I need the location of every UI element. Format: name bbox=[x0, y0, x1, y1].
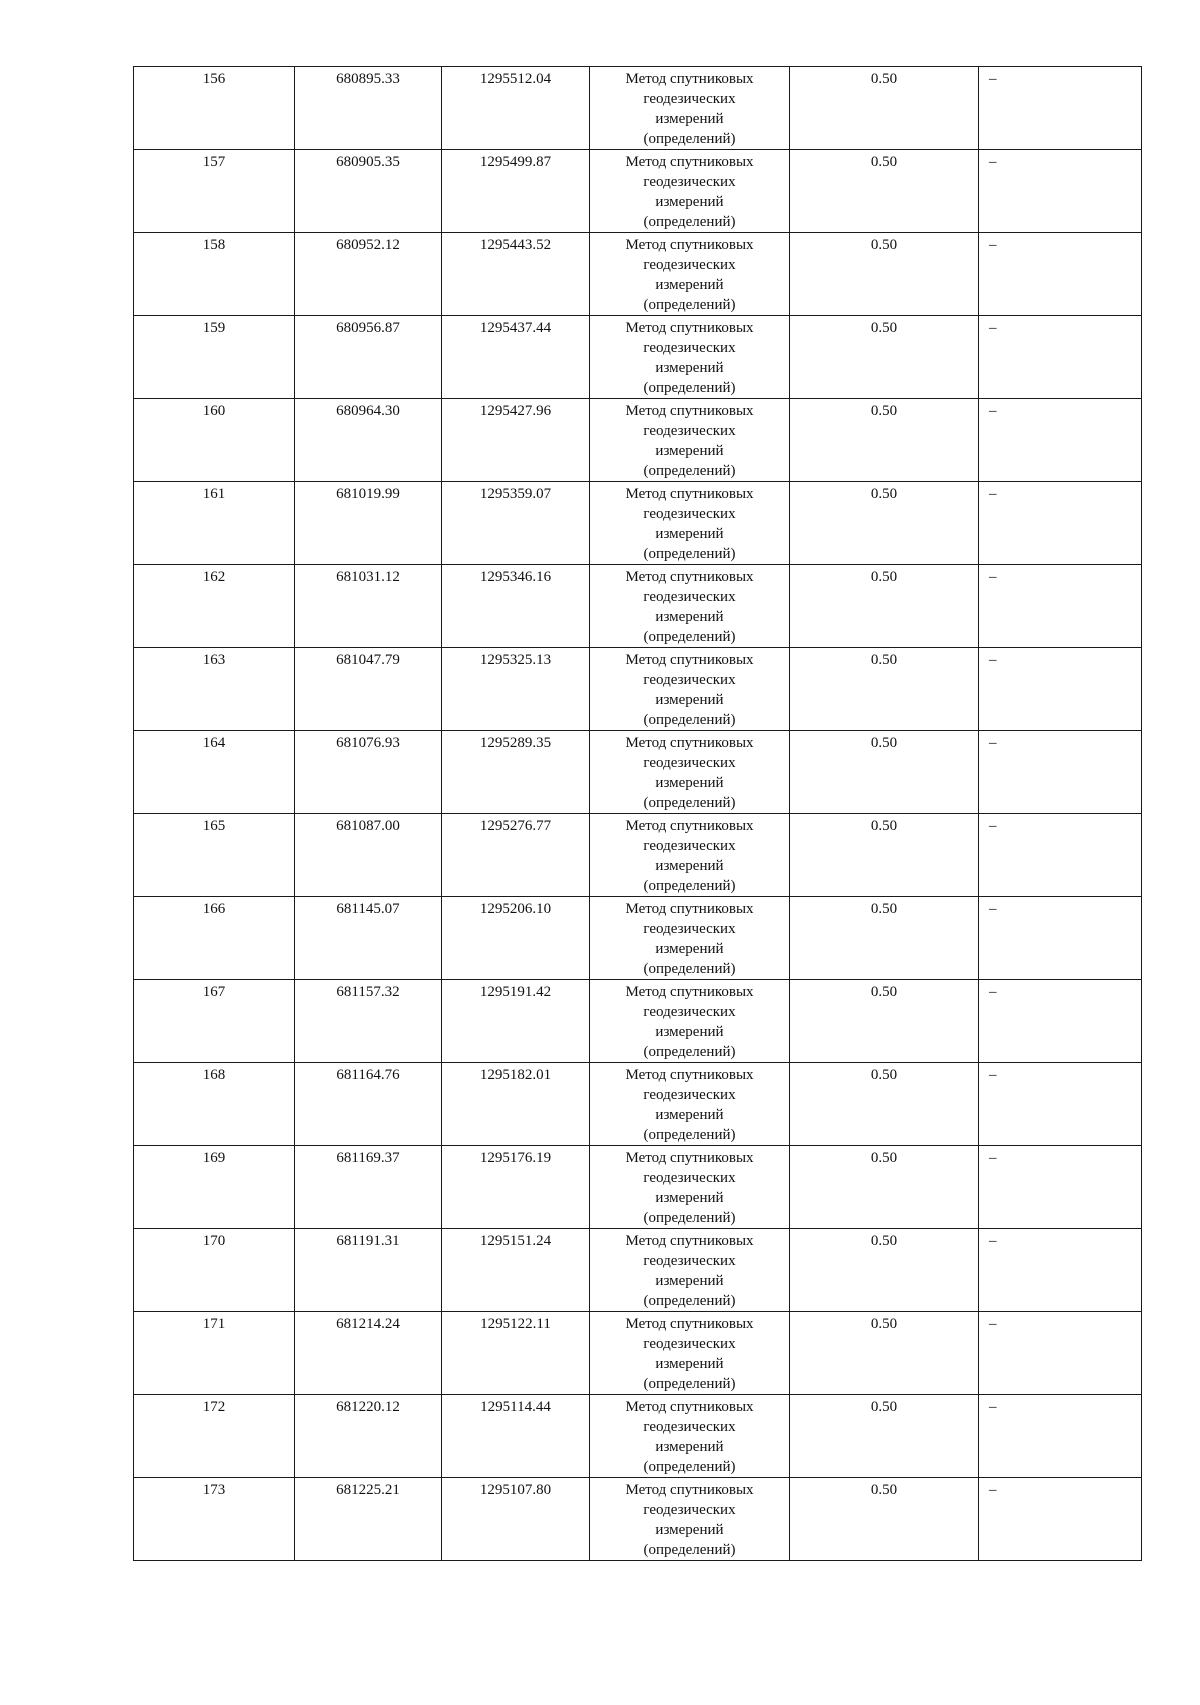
method-line: геодезических bbox=[643, 1170, 736, 1186]
precision-cell: 0.50 bbox=[790, 731, 979, 814]
precision-cell: 0.50 bbox=[790, 150, 979, 233]
method-cell bbox=[590, 67, 790, 150]
method-line: (определений) bbox=[643, 1542, 736, 1558]
method-line: Метод спутниковых bbox=[625, 984, 754, 1000]
method-line: Метод спутниковых bbox=[625, 486, 754, 502]
precision-cell: 0.50 bbox=[790, 897, 979, 980]
note-cell: – bbox=[979, 814, 1142, 897]
x-coordinate-cell: 681031.12 bbox=[295, 565, 442, 648]
y-coordinate-cell: 1295206.10 bbox=[442, 897, 590, 980]
precision-cell: 0.50 bbox=[790, 316, 979, 399]
point-number-cell: 160 bbox=[134, 399, 295, 482]
point-number-cell: 162 bbox=[134, 565, 295, 648]
method-line: (определений) bbox=[643, 712, 736, 728]
method-line: измерений bbox=[655, 111, 724, 127]
method-cell bbox=[590, 1229, 790, 1312]
y-coordinate-cell: 1295107.80 bbox=[442, 1478, 590, 1561]
x-coordinate-cell: 681164.76 bbox=[295, 1063, 442, 1146]
method-cell bbox=[590, 648, 790, 731]
y-coordinate-cell: 1295191.42 bbox=[442, 980, 590, 1063]
note-cell: – bbox=[979, 1063, 1142, 1146]
method-line: геодезических bbox=[643, 589, 736, 605]
coordinates-table bbox=[133, 66, 1142, 1561]
precision-cell: 0.50 bbox=[790, 1229, 979, 1312]
method-line: Метод спутниковых bbox=[625, 320, 754, 336]
point-number-cell: 161 bbox=[134, 482, 295, 565]
method-line: геодезических bbox=[643, 1502, 736, 1518]
method-line: геодезических bbox=[643, 838, 736, 854]
method-cell bbox=[590, 233, 790, 316]
method-cell bbox=[590, 1395, 790, 1478]
x-coordinate-cell: 681220.12 bbox=[295, 1395, 442, 1478]
method-line: геодезических bbox=[643, 423, 736, 439]
method-line: (определений) bbox=[643, 1459, 736, 1475]
table-row bbox=[134, 897, 1142, 980]
x-coordinate-cell: 681157.32 bbox=[295, 980, 442, 1063]
y-coordinate-cell: 1295289.35 bbox=[442, 731, 590, 814]
point-number-cell: 164 bbox=[134, 731, 295, 814]
table-row bbox=[134, 482, 1142, 565]
precision-cell: 0.50 bbox=[790, 648, 979, 731]
table-row bbox=[134, 150, 1142, 233]
method-line: Метод спутниковых bbox=[625, 1233, 754, 1249]
method-line: измерений bbox=[655, 1107, 724, 1123]
y-coordinate-cell: 1295437.44 bbox=[442, 316, 590, 399]
method-line: Метод спутниковых bbox=[625, 652, 754, 668]
note-cell: – bbox=[979, 1312, 1142, 1395]
method-line: измерений bbox=[655, 1190, 724, 1206]
precision-cell: 0.50 bbox=[790, 1395, 979, 1478]
table-row bbox=[134, 814, 1142, 897]
method-line: Метод спутниковых bbox=[625, 154, 754, 170]
method-line: Метод спутниковых bbox=[625, 735, 754, 751]
note-cell: – bbox=[979, 482, 1142, 565]
point-number-cell: 167 bbox=[134, 980, 295, 1063]
note-cell: – bbox=[979, 731, 1142, 814]
note-cell: – bbox=[979, 1395, 1142, 1478]
table-row bbox=[134, 1146, 1142, 1229]
method-line: геодезических bbox=[643, 1253, 736, 1269]
y-coordinate-cell: 1295499.87 bbox=[442, 150, 590, 233]
precision-cell: 0.50 bbox=[790, 1312, 979, 1395]
precision-cell: 0.50 bbox=[790, 233, 979, 316]
method-line: (определений) bbox=[643, 1376, 736, 1392]
note-cell: – bbox=[979, 897, 1142, 980]
table-body bbox=[134, 67, 1142, 1561]
method-line: (определений) bbox=[643, 795, 736, 811]
method-line: (определений) bbox=[643, 546, 736, 562]
x-coordinate-cell: 681019.99 bbox=[295, 482, 442, 565]
point-number-cell: 156 bbox=[134, 67, 295, 150]
method-line: Метод спутниковых bbox=[625, 901, 754, 917]
method-cell bbox=[590, 1312, 790, 1395]
x-coordinate-cell: 681169.37 bbox=[295, 1146, 442, 1229]
method-line: измерений bbox=[655, 775, 724, 791]
method-cell bbox=[590, 399, 790, 482]
method-line: геодезических bbox=[643, 1419, 736, 1435]
precision-cell: 0.50 bbox=[790, 565, 979, 648]
method-line: измерений bbox=[655, 692, 724, 708]
table-row bbox=[134, 980, 1142, 1063]
table-row bbox=[134, 316, 1142, 399]
precision-cell: 0.50 bbox=[790, 1146, 979, 1229]
table-row bbox=[134, 399, 1142, 482]
method-line: измерений bbox=[655, 941, 724, 957]
method-line: измерений bbox=[655, 1522, 724, 1538]
y-coordinate-cell: 1295443.52 bbox=[442, 233, 590, 316]
point-number-cell: 170 bbox=[134, 1229, 295, 1312]
table-row bbox=[134, 1395, 1142, 1478]
note-cell: – bbox=[979, 565, 1142, 648]
note-cell: – bbox=[979, 1229, 1142, 1312]
method-line: (определений) bbox=[643, 629, 736, 645]
x-coordinate-cell: 681214.24 bbox=[295, 1312, 442, 1395]
method-line: геодезических bbox=[643, 921, 736, 937]
precision-cell: 0.50 bbox=[790, 1063, 979, 1146]
y-coordinate-cell: 1295182.01 bbox=[442, 1063, 590, 1146]
y-coordinate-cell: 1295359.07 bbox=[442, 482, 590, 565]
method-line: измерений bbox=[655, 360, 724, 376]
table-row bbox=[134, 1478, 1142, 1561]
method-line: (определений) bbox=[643, 1293, 736, 1309]
method-line: измерений bbox=[655, 858, 724, 874]
method-line: геодезических bbox=[643, 506, 736, 522]
method-line: Метод спутниковых bbox=[625, 1482, 754, 1498]
x-coordinate-cell: 680964.30 bbox=[295, 399, 442, 482]
note-cell: – bbox=[979, 67, 1142, 150]
x-coordinate-cell: 681047.79 bbox=[295, 648, 442, 731]
method-line: (определений) bbox=[643, 1044, 736, 1060]
method-line: измерений bbox=[655, 526, 724, 542]
method-line: (определений) bbox=[643, 1127, 736, 1143]
x-coordinate-cell: 681087.00 bbox=[295, 814, 442, 897]
table-row bbox=[134, 67, 1142, 150]
method-line: измерений bbox=[655, 1356, 724, 1372]
x-coordinate-cell: 680905.35 bbox=[295, 150, 442, 233]
method-line: (определений) bbox=[643, 380, 736, 396]
x-coordinate-cell: 681225.21 bbox=[295, 1478, 442, 1561]
method-line: геодезических bbox=[643, 672, 736, 688]
method-line: Метод спутниковых bbox=[625, 1316, 754, 1332]
method-line: измерений bbox=[655, 194, 724, 210]
x-coordinate-cell: 681076.93 bbox=[295, 731, 442, 814]
method-line: измерений bbox=[655, 443, 724, 459]
y-coordinate-cell: 1295151.24 bbox=[442, 1229, 590, 1312]
point-number-cell: 159 bbox=[134, 316, 295, 399]
note-cell: – bbox=[979, 150, 1142, 233]
note-cell: – bbox=[979, 316, 1142, 399]
point-number-cell: 163 bbox=[134, 648, 295, 731]
precision-cell: 0.50 bbox=[790, 399, 979, 482]
y-coordinate-cell: 1295427.96 bbox=[442, 399, 590, 482]
table-row bbox=[134, 233, 1142, 316]
table-row bbox=[134, 1229, 1142, 1312]
note-cell: – bbox=[979, 980, 1142, 1063]
method-line: геодезических bbox=[643, 174, 736, 190]
y-coordinate-cell: 1295114.44 bbox=[442, 1395, 590, 1478]
note-cell: – bbox=[979, 1146, 1142, 1229]
method-line: (определений) bbox=[643, 131, 736, 147]
method-line: измерений bbox=[655, 1439, 724, 1455]
method-line: геодезических bbox=[643, 1336, 736, 1352]
method-line: Метод спутниковых bbox=[625, 1399, 754, 1415]
y-coordinate-cell: 1295325.13 bbox=[442, 648, 590, 731]
precision-cell: 0.50 bbox=[790, 482, 979, 565]
method-line: измерений bbox=[655, 609, 724, 625]
method-line: (определений) bbox=[643, 297, 736, 313]
method-cell bbox=[590, 482, 790, 565]
point-number-cell: 171 bbox=[134, 1312, 295, 1395]
point-number-cell: 168 bbox=[134, 1063, 295, 1146]
y-coordinate-cell: 1295346.16 bbox=[442, 565, 590, 648]
method-line: (определений) bbox=[643, 878, 736, 894]
method-line: геодезических bbox=[643, 340, 736, 356]
x-coordinate-cell: 681145.07 bbox=[295, 897, 442, 980]
method-line: геодезических bbox=[643, 91, 736, 107]
precision-cell: 0.50 bbox=[790, 67, 979, 150]
precision-cell: 0.50 bbox=[790, 980, 979, 1063]
y-coordinate-cell: 1295512.04 bbox=[442, 67, 590, 150]
method-line: измерений bbox=[655, 1024, 724, 1040]
method-line: геодезических bbox=[643, 257, 736, 273]
point-number-cell: 173 bbox=[134, 1478, 295, 1561]
table-row bbox=[134, 1312, 1142, 1395]
note-cell: – bbox=[979, 1478, 1142, 1561]
precision-cell: 0.50 bbox=[790, 814, 979, 897]
method-line: Метод спутниковых bbox=[625, 71, 754, 87]
point-number-cell: 158 bbox=[134, 233, 295, 316]
method-line: Метод спутниковых bbox=[625, 237, 754, 253]
table-row bbox=[134, 565, 1142, 648]
point-number-cell: 172 bbox=[134, 1395, 295, 1478]
precision-cell: 0.50 bbox=[790, 1478, 979, 1561]
y-coordinate-cell: 1295276.77 bbox=[442, 814, 590, 897]
method-line: геодезических bbox=[643, 1004, 736, 1020]
x-coordinate-cell: 681191.31 bbox=[295, 1229, 442, 1312]
method-line: геодезических bbox=[643, 755, 736, 771]
method-cell bbox=[590, 814, 790, 897]
x-coordinate-cell: 680895.33 bbox=[295, 67, 442, 150]
method-line: Метод спутниковых bbox=[625, 1150, 754, 1166]
point-number-cell: 166 bbox=[134, 897, 295, 980]
method-line: Метод спутниковых bbox=[625, 1067, 754, 1083]
method-line: измерений bbox=[655, 1273, 724, 1289]
method-line: геодезических bbox=[643, 1087, 736, 1103]
table-row bbox=[134, 731, 1142, 814]
method-cell bbox=[590, 1478, 790, 1561]
method-line: (определений) bbox=[643, 961, 736, 977]
method-line: измерений bbox=[655, 277, 724, 293]
method-cell bbox=[590, 980, 790, 1063]
method-cell bbox=[590, 1146, 790, 1229]
method-cell bbox=[590, 316, 790, 399]
point-number-cell: 157 bbox=[134, 150, 295, 233]
method-line: (определений) bbox=[643, 214, 736, 230]
point-number-cell: 165 bbox=[134, 814, 295, 897]
method-line: Метод спутниковых bbox=[625, 818, 754, 834]
y-coordinate-cell: 1295176.19 bbox=[442, 1146, 590, 1229]
point-number-cell: 169 bbox=[134, 1146, 295, 1229]
note-cell: – bbox=[979, 399, 1142, 482]
method-cell bbox=[590, 731, 790, 814]
table-row bbox=[134, 648, 1142, 731]
table-row bbox=[134, 1063, 1142, 1146]
method-line: (определений) bbox=[643, 463, 736, 479]
method-line: (определений) bbox=[643, 1210, 736, 1226]
method-line: Метод спутниковых bbox=[625, 569, 754, 585]
x-coordinate-cell: 680952.12 bbox=[295, 233, 442, 316]
note-cell: – bbox=[979, 648, 1142, 731]
method-line: Метод спутниковых bbox=[625, 403, 754, 419]
x-coordinate-cell: 680956.87 bbox=[295, 316, 442, 399]
note-cell: – bbox=[979, 233, 1142, 316]
method-cell bbox=[590, 150, 790, 233]
y-coordinate-cell: 1295122.11 bbox=[442, 1312, 590, 1395]
method-cell bbox=[590, 1063, 790, 1146]
method-cell bbox=[590, 897, 790, 980]
method-cell bbox=[590, 565, 790, 648]
